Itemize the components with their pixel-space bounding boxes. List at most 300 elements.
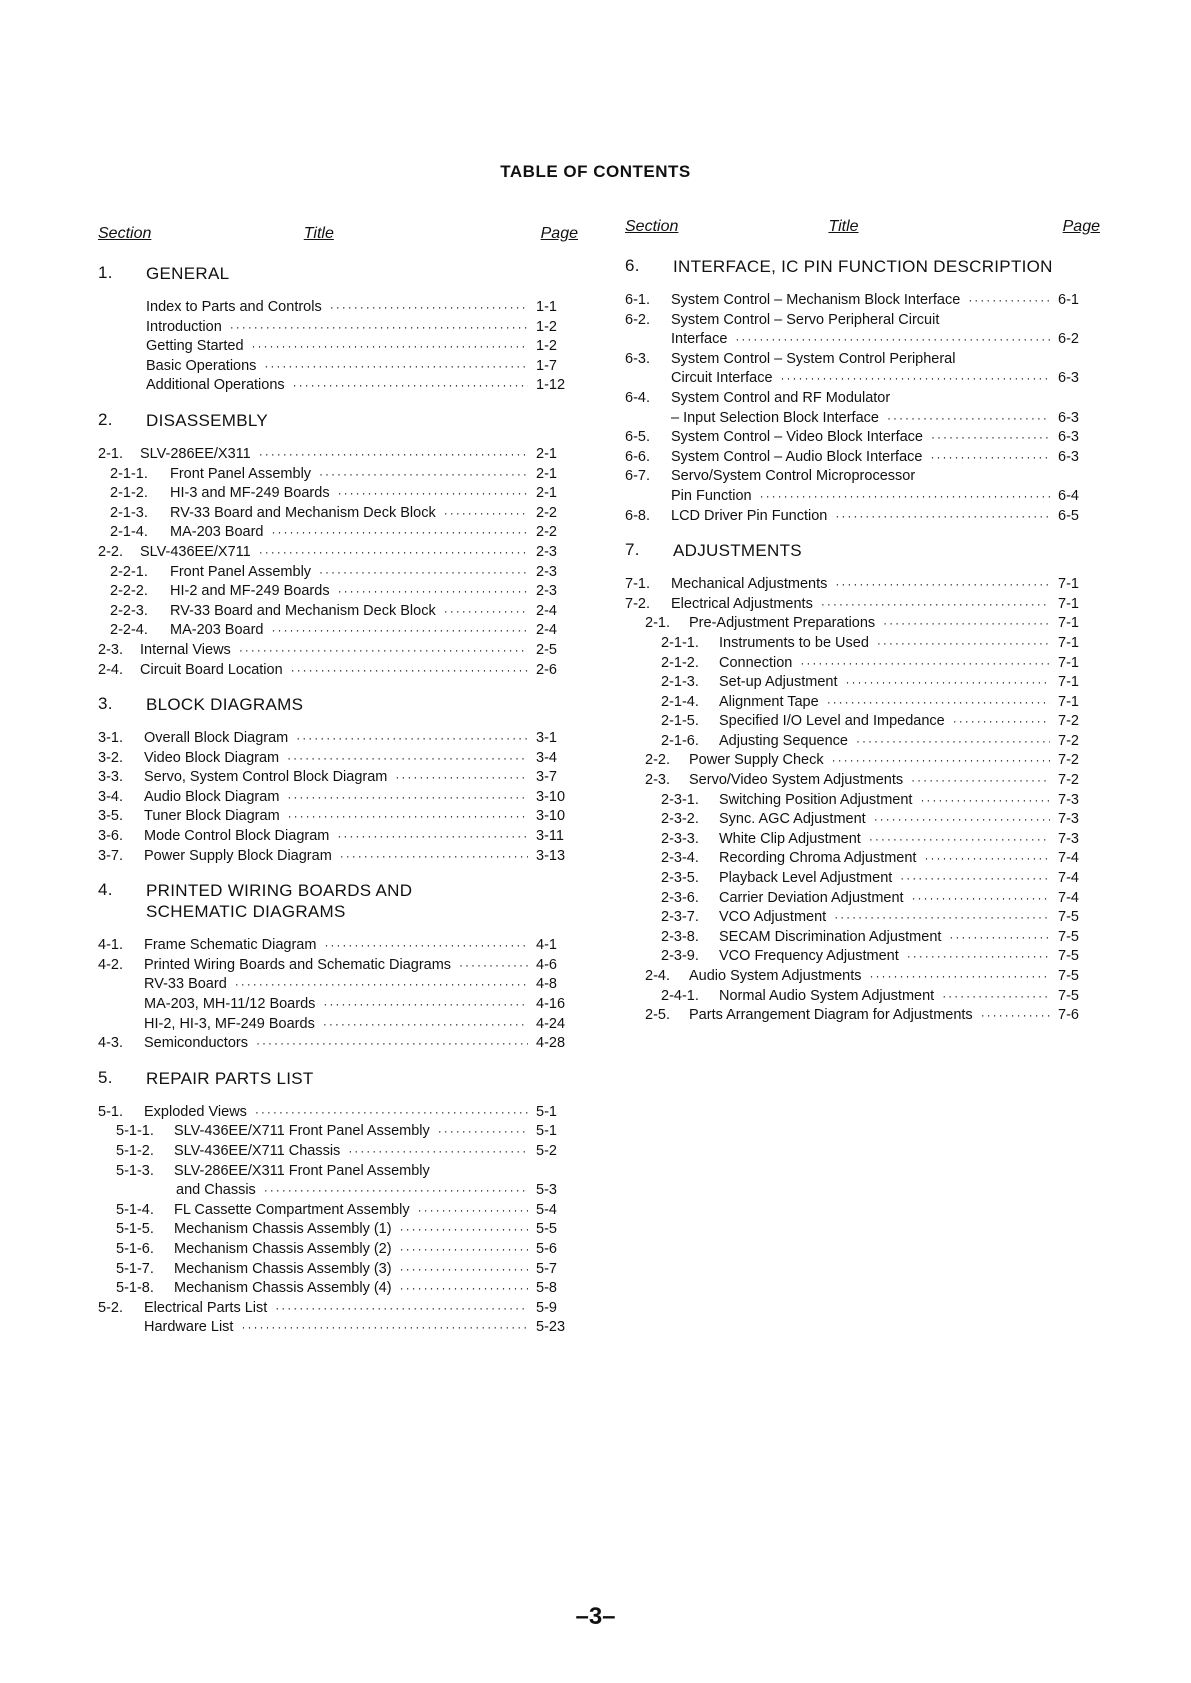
section-title: GENERAL — [146, 264, 230, 283]
dot-leader — [259, 543, 528, 563]
dot-leader — [869, 967, 1050, 987]
entry-title-group — [144, 936, 536, 956]
entry-number: 2-1. — [645, 615, 670, 632]
toc-entry — [98, 602, 578, 622]
entry-title: System Control – Servo Peripheral Circuit — [671, 311, 940, 328]
entry-title-group — [144, 807, 536, 827]
entry-title-group — [170, 602, 536, 622]
entry-title: LCD Driver Pin Function — [671, 507, 828, 524]
entry-title-group — [671, 389, 1058, 409]
entry-title: RV-33 Board — [144, 976, 227, 993]
entry-title-group — [719, 849, 1058, 869]
entry-title: Set-up Adjustment — [719, 674, 838, 691]
entry-title-group — [719, 712, 1058, 732]
entry-page: 6-2 — [1058, 331, 1079, 348]
dot-leader — [877, 634, 1050, 654]
entry-page: 7-3 — [1058, 830, 1079, 847]
entry-title-group — [146, 318, 536, 338]
entry-page: 6-1 — [1058, 292, 1079, 308]
entry-title-group — [170, 504, 536, 524]
entry-title: Frame Schematic Diagram — [144, 937, 317, 954]
dot-leader — [920, 791, 1050, 811]
entry-page: 5-8 — [536, 1280, 557, 1297]
section-title: REPAIR PARTS LIST — [146, 1068, 314, 1088]
section-number: 3. — [98, 694, 113, 714]
entry-number: 6-6. — [625, 448, 650, 465]
entry-number: 4-2. — [98, 956, 123, 973]
entry-number: 6-2. — [625, 311, 650, 328]
dot-leader — [781, 369, 1050, 389]
entry-title: SLV-286EE/X311 — [140, 445, 251, 462]
toc-entry — [98, 484, 578, 504]
toc-entry — [98, 749, 578, 769]
entry-title: White Clip Adjustment — [719, 830, 861, 847]
entry-page: 6-3 — [1058, 370, 1079, 387]
column-headers — [98, 225, 578, 251]
toc-list — [98, 729, 578, 866]
entry-page: 4-6 — [536, 956, 557, 973]
entry-page: 2-1 — [536, 445, 557, 462]
toc-entry — [98, 376, 578, 396]
entry-page: 7-5 — [1058, 987, 1079, 1004]
entry-title-group — [144, 956, 536, 976]
toc-entry — [625, 330, 1100, 350]
entry-number: 7-2. — [625, 595, 650, 612]
entry-title-group — [671, 409, 1058, 429]
entry-number: 2-3-6. — [661, 889, 699, 906]
entry-title: Recording Chroma Adjustment — [719, 850, 917, 867]
toc-entry — [98, 1279, 578, 1299]
entry-page: 7-1 — [1058, 693, 1079, 710]
entry-number: 2-1-6. — [661, 732, 699, 749]
toc-entry — [98, 1201, 578, 1221]
entry-title-group — [689, 967, 1058, 987]
toc-entry — [625, 409, 1100, 429]
header-page: Page — [1062, 218, 1100, 235]
dot-leader — [287, 788, 528, 808]
toc-entry — [98, 768, 578, 788]
toc-entry — [625, 291, 1100, 311]
entry-number: 2-3. — [98, 641, 123, 658]
toc-entry — [98, 1162, 578, 1182]
dot-leader — [953, 712, 1050, 732]
entry-page: 1-2 — [536, 338, 557, 355]
section-number: 5. — [98, 1067, 113, 1087]
entry-title-group — [719, 810, 1058, 830]
entry-number: 3-6. — [98, 828, 123, 845]
dot-leader — [827, 693, 1050, 713]
entry-page: 3-4 — [536, 749, 557, 766]
entry-number: 2-3. — [645, 772, 670, 789]
dot-leader — [418, 1201, 528, 1221]
dot-leader — [924, 849, 1050, 869]
entry-page: 6-3 — [1058, 448, 1079, 465]
dot-leader — [324, 936, 528, 956]
dot-leader — [338, 484, 528, 504]
entry-title: Audio System Adjustments — [689, 968, 862, 984]
dot-leader — [264, 1181, 528, 1201]
toc-entry — [98, 445, 578, 465]
entry-title-group — [174, 1260, 536, 1280]
entry-title-group — [689, 751, 1058, 771]
entry-number: 2-4-1. — [661, 987, 699, 1004]
entry-page: 1-1 — [536, 299, 557, 315]
toc-entry — [625, 487, 1100, 507]
entry-page: 7-6 — [1058, 1007, 1079, 1024]
entry-title-group — [174, 1201, 536, 1221]
dot-leader — [931, 428, 1050, 448]
entry-title: Electrical Parts List — [144, 1299, 268, 1316]
entry-number: 4-1. — [98, 937, 123, 954]
entry-title: Printed Wiring Boards and Schematic Diagrams — [144, 956, 452, 973]
dot-leader — [256, 1034, 528, 1054]
entry-title-group — [671, 467, 1058, 487]
dot-leader — [395, 768, 528, 788]
entry-number: 2-5. — [645, 1007, 670, 1024]
toc-entry — [98, 661, 578, 681]
entry-number: 2-1-3. — [110, 504, 148, 521]
dot-leader — [287, 749, 528, 769]
entry-number: 3-1. — [98, 730, 123, 747]
entry-number: 5-1-7. — [116, 1260, 154, 1277]
entry-page: 7-1 — [1058, 634, 1079, 651]
entry-title-group — [174, 1240, 536, 1260]
entry-title-group — [719, 693, 1058, 713]
dot-leader — [459, 956, 528, 976]
entry-page: 1-7 — [536, 357, 557, 374]
dot-leader — [942, 987, 1050, 1007]
entry-number: 2-3-1. — [661, 791, 699, 808]
header-title: Title — [828, 218, 859, 235]
entry-number: 6-1. — [625, 292, 650, 308]
entry-title-group — [671, 291, 1058, 311]
entry-page: 1-2 — [536, 318, 557, 335]
entry-title-group — [719, 673, 1058, 693]
toc-entry — [625, 732, 1100, 752]
dot-leader — [272, 523, 529, 543]
dot-leader — [800, 654, 1050, 674]
entry-title: HI-3 and MF-249 Boards — [170, 485, 330, 502]
entry-title: VCO Frequency Adjustment — [719, 948, 899, 965]
entry-title: Power Supply Check — [689, 752, 824, 769]
toc-entry — [98, 465, 578, 485]
entry-title-group — [671, 507, 1058, 527]
toc-entry — [98, 1142, 578, 1162]
entry-title-group — [140, 543, 536, 563]
entry-title-group — [689, 1006, 1058, 1026]
entry-number: 2-3-4. — [661, 850, 699, 867]
entry-title-group — [719, 830, 1058, 850]
entry-title: Electrical Adjustments — [671, 595, 813, 612]
toc-entry — [625, 467, 1100, 487]
entry-title: Pre-Adjustment Preparations — [689, 615, 876, 632]
entry-title-group — [671, 330, 1058, 350]
dot-leader — [821, 595, 1050, 615]
entry-number: 2-3-9. — [661, 948, 699, 965]
entry-title: Normal Audio System Adjustment — [719, 987, 935, 1004]
entry-title: Circuit Interface — [671, 370, 773, 387]
toc-entry — [98, 504, 578, 524]
dot-leader — [968, 291, 1050, 311]
toc-entry — [98, 1103, 578, 1123]
entry-page: 7-4 — [1058, 850, 1079, 867]
dot-leader — [846, 673, 1051, 693]
dot-leader — [252, 337, 528, 357]
entry-number: 5-1-1. — [116, 1123, 154, 1140]
section-number: 7. — [625, 540, 640, 560]
toc-entry — [625, 693, 1100, 713]
entry-title-group — [140, 445, 536, 465]
entry-title: Getting Started — [146, 338, 244, 355]
entry-title: Hardware List — [144, 1319, 234, 1336]
entry-page: 4-24 — [536, 1015, 566, 1032]
entry-title: Additional Operations — [146, 377, 285, 394]
entry-title: Audio Block Diagram — [144, 788, 280, 805]
entry-title: System Control – Mechanism Block Interface — [671, 292, 961, 308]
entry-page: 7-2 — [1058, 732, 1079, 749]
entry-number: 5-1-4. — [116, 1201, 154, 1218]
toc-entry — [625, 1006, 1100, 1026]
entry-title-group — [144, 768, 536, 788]
toc-entry — [98, 956, 578, 976]
toc-entry — [98, 1299, 578, 1319]
toc-left-column — [98, 225, 578, 1338]
entry-title-group — [144, 1103, 536, 1123]
entry-page: 5-1 — [536, 1123, 557, 1140]
dot-leader — [337, 827, 528, 847]
entry-title: MA-203, MH-11/12 Boards — [144, 996, 316, 1013]
toc-entry — [98, 1122, 578, 1142]
entry-page: 4-1 — [536, 937, 557, 954]
toc-entry — [98, 975, 578, 995]
entry-page: 5-6 — [536, 1240, 557, 1257]
dot-leader — [444, 504, 528, 524]
entry-title-group — [144, 847, 536, 867]
section-title-line-1: PRINTED WIRING BOARDS AND — [146, 881, 413, 901]
entry-title: Instruments to be Used — [719, 634, 869, 651]
entry-title: FL Cassette Compartment Assembly — [174, 1201, 410, 1218]
toc-entry — [625, 830, 1100, 850]
entry-number: 4-3. — [98, 1035, 123, 1052]
entry-number: 6-8. — [625, 507, 650, 524]
entry-number: 2-1-1. — [110, 465, 148, 482]
entry-title-group — [719, 928, 1058, 948]
entry-title: Front Panel Assembly — [170, 563, 312, 580]
dot-leader — [900, 869, 1050, 889]
entry-title: Alignment Tape — [719, 693, 819, 710]
entry-title-group — [170, 621, 536, 641]
entry-title-group — [719, 908, 1058, 928]
entry-title: RV-33 Board and Mechanism Deck Block — [170, 602, 436, 619]
dot-leader — [438, 1122, 528, 1142]
entry-title-group — [719, 791, 1058, 811]
entry-number: 2-3-8. — [661, 928, 699, 945]
entry-title-group — [146, 357, 536, 377]
entry-page: 2-3 — [536, 583, 557, 600]
dot-leader — [444, 602, 528, 622]
entry-number: 5-1. — [98, 1103, 123, 1120]
dot-leader — [264, 357, 528, 377]
entry-title: Mechanism Chassis Assembly (2) — [174, 1240, 392, 1257]
entry-title-group — [671, 428, 1058, 448]
entry-title-group — [170, 465, 536, 485]
entry-page: 7-2 — [1058, 772, 1079, 789]
toc-entry — [98, 1318, 578, 1338]
dot-leader — [239, 641, 528, 661]
dot-leader — [930, 448, 1050, 468]
entry-page: 5-2 — [536, 1143, 557, 1159]
dot-leader — [291, 661, 528, 681]
entry-title-group — [671, 487, 1058, 507]
toc-entry — [98, 357, 578, 377]
dot-leader — [340, 847, 528, 867]
entry-title: Introduction — [146, 318, 222, 335]
entry-title: Parts Arrangement Diagram for Adjustments — [689, 1007, 973, 1024]
entry-title: System Control – Audio Block Interface — [671, 448, 923, 465]
entry-number: 5-1-3. — [116, 1162, 154, 1179]
toc-entry — [98, 1220, 578, 1240]
entry-title-group — [174, 1162, 536, 1182]
section-number: 4. — [98, 880, 113, 900]
entry-page: 6-3 — [1058, 429, 1079, 446]
entry-number: 2-1. — [98, 445, 123, 462]
dot-leader — [400, 1260, 528, 1280]
entry-title: Pin Function — [671, 487, 752, 504]
header-section: Section — [625, 218, 679, 235]
entry-title-group — [170, 484, 536, 504]
dot-leader — [981, 1006, 1050, 1026]
entry-title: SLV-286EE/X311 Front Panel Assembly — [174, 1162, 430, 1179]
toc-entry — [625, 369, 1100, 389]
entry-page: 1-12 — [536, 377, 566, 394]
section-heading — [98, 1068, 578, 1089]
toc-entry — [98, 1260, 578, 1280]
entry-title-group — [170, 523, 536, 543]
entry-title-group — [174, 1122, 536, 1142]
entry-page: 7-3 — [1058, 791, 1079, 808]
entry-title-group — [144, 995, 536, 1015]
dot-leader — [293, 376, 528, 396]
entry-number: 3-3. — [98, 769, 123, 786]
entry-page: 5-9 — [536, 1299, 557, 1316]
toc-entry — [625, 889, 1100, 909]
toc-entry — [625, 507, 1100, 527]
entry-number: 2-2. — [98, 543, 123, 560]
entry-title: Interface — [671, 331, 728, 348]
entry-page: 7-5 — [1058, 928, 1079, 945]
entry-title: Circuit Board Location — [140, 661, 283, 678]
entry-number: 5-1-6. — [116, 1240, 154, 1257]
section-heading — [625, 540, 1100, 561]
toc-entry — [98, 543, 578, 563]
dot-leader — [874, 810, 1050, 830]
entry-number: 2-2. — [645, 752, 670, 769]
toc-entry — [625, 908, 1100, 928]
entry-page: 7-1 — [1058, 654, 1079, 671]
entry-title: Mechanism Chassis Assembly (3) — [174, 1260, 392, 1277]
toc-entry — [98, 621, 578, 641]
entry-title: Servo/Video System Adjustments — [689, 772, 904, 789]
toc-entry — [98, 729, 578, 749]
entry-page: 7-1 — [1058, 615, 1079, 632]
entry-page: 3-10 — [536, 788, 566, 805]
entry-number: 2-1-2. — [110, 485, 148, 502]
entry-page: 7-1 — [1058, 576, 1079, 593]
toc-entry — [98, 318, 578, 338]
entry-number: 3-4. — [98, 788, 123, 805]
toc-list — [98, 936, 578, 1054]
entry-number: 6-7. — [625, 468, 650, 485]
dot-leader — [323, 1015, 528, 1035]
entry-page: 7-2 — [1058, 713, 1079, 730]
entry-title: System Control – Video Block Interface — [671, 429, 923, 446]
toc-entry — [98, 582, 578, 602]
entry-page: 2-2 — [536, 524, 557, 541]
toc-entry — [625, 350, 1100, 370]
entry-number: 2-2-3. — [110, 602, 148, 619]
toc-entry — [98, 337, 578, 357]
entry-title-group — [144, 1034, 536, 1054]
entry-number: 7-1. — [625, 576, 650, 593]
entry-title-group — [144, 1318, 536, 1338]
entry-number: 2-1-2. — [661, 654, 699, 671]
entry-title-group — [146, 376, 536, 396]
entry-page: 5-1 — [536, 1103, 557, 1120]
section-title: DISASSEMBLY — [146, 410, 269, 430]
entry-title-group — [689, 771, 1058, 791]
toc-entry — [98, 936, 578, 956]
entry-title: MA-203 Board — [170, 524, 264, 541]
dot-leader — [735, 330, 1050, 350]
entry-page: 7-5 — [1058, 909, 1079, 926]
entry-title: Front Panel Assembly — [170, 465, 312, 482]
entry-title: Overall Block Diagram — [144, 730, 289, 747]
toc-entry — [625, 428, 1100, 448]
entry-page: 4-16 — [536, 996, 566, 1013]
entry-page: 7-5 — [1058, 948, 1079, 965]
dot-leader — [338, 582, 528, 602]
toc-entry — [98, 788, 578, 808]
toc-entry — [625, 448, 1100, 468]
entry-title-group — [719, 654, 1058, 674]
dot-leader — [883, 614, 1050, 634]
column-headers — [625, 218, 1100, 244]
entry-page: 6-4 — [1058, 487, 1079, 504]
dot-leader — [832, 751, 1050, 771]
entry-page: 4-28 — [536, 1035, 566, 1052]
entry-page: 2-4 — [536, 602, 557, 619]
entry-page: 2-4 — [536, 622, 557, 639]
entry-title: SLV-436EE/X711 Chassis — [174, 1143, 341, 1159]
entry-title-group — [144, 827, 536, 847]
entry-page: 5-3 — [536, 1182, 557, 1199]
entry-title: Switching Position Adjustment — [719, 791, 913, 808]
dot-leader — [255, 1103, 528, 1123]
entry-title-group — [176, 1181, 536, 1201]
entry-number: 2-3-5. — [661, 870, 699, 887]
entry-page: 5-5 — [536, 1221, 557, 1238]
entry-number: 3-2. — [98, 749, 123, 766]
entry-title-group — [144, 975, 536, 995]
entry-title: RV-33 Board and Mechanism Deck Block — [170, 504, 436, 521]
entry-number: 6-5. — [625, 429, 650, 446]
entry-title: Carrier Deviation Adjustment — [719, 889, 904, 906]
entry-title: Servo/System Control Microprocessor — [671, 468, 916, 485]
dot-leader — [319, 563, 528, 583]
toc-entry — [98, 847, 578, 867]
entry-number: 6-4. — [625, 389, 650, 406]
entry-title-group — [140, 641, 536, 661]
